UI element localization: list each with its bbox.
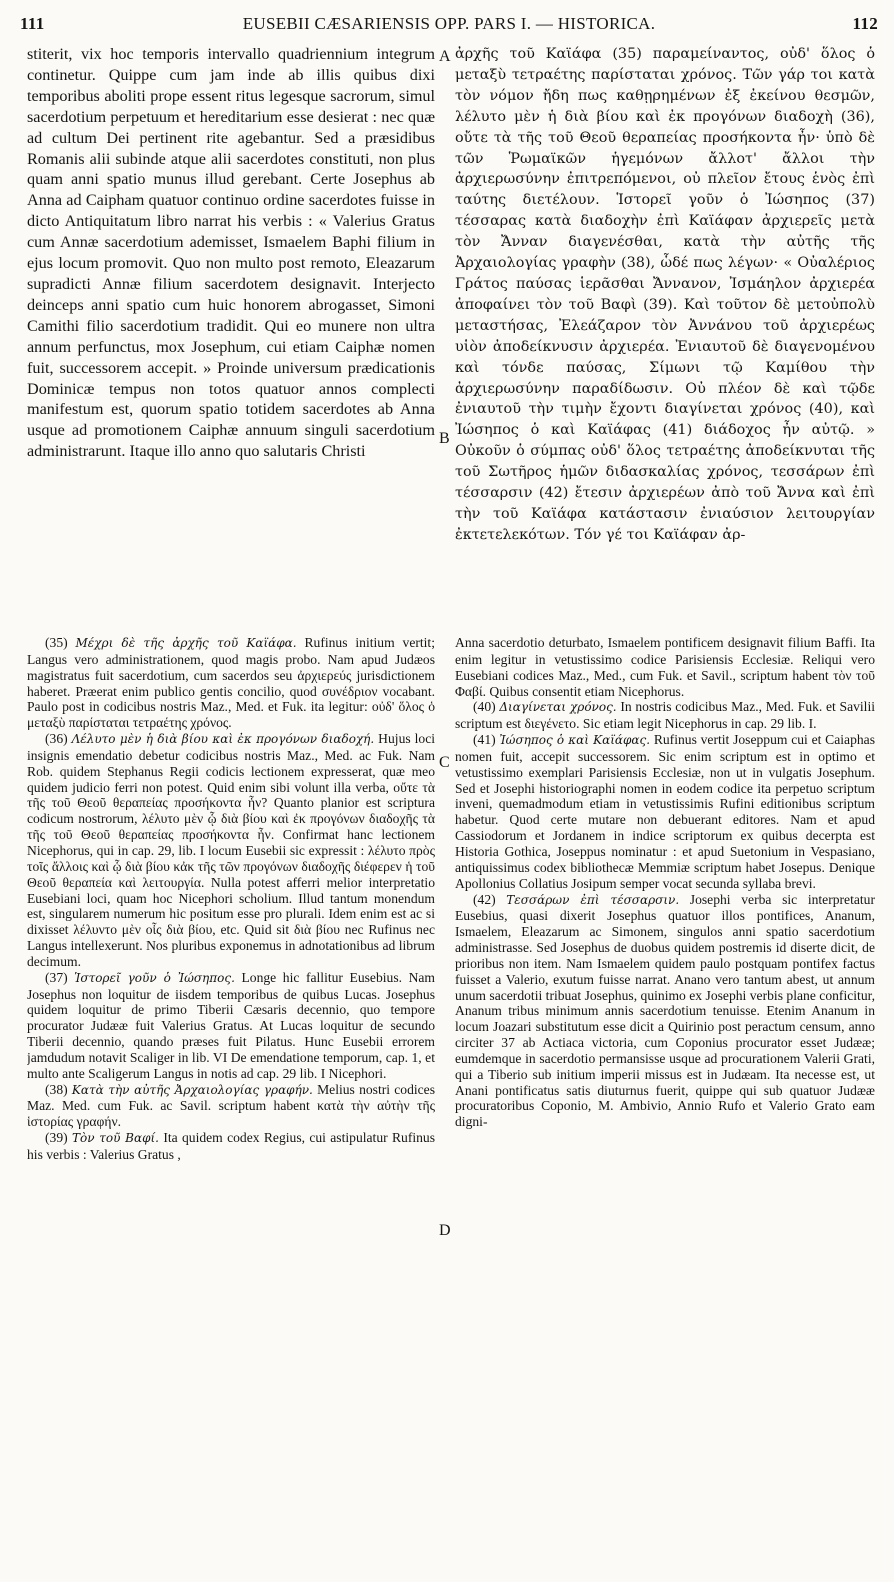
note-number: (35) [45,635,76,650]
note-37 [27,970,435,1082]
greek-main-text: ἀρχῆς τοῦ Καϊάφα (35) παραμείναντος, οὐδ' ὅλος ὁ μεταξὺ τετραέτης παρίσταται χρόνος. Τῶν γάρ τοι κατὰ τὸν νόμον ἤδη πως καθῃρημένων ἐξ ἐκείνου θεσμῶν, λέλυτο μὲν ἡ διὰ βίου καὶ ἐκ προγόνων διαδοχὴ (36), οὔτε τὰ τῆς τοῦ Θεοῦ θεραπείας προσήκοντα ἦν· ὑπὸ δὲ τῶν Ῥωμαϊκῶν ἡγεμόνων ἄλλοτ' ἄλλοι τὴν ἀρχιερωσύνην ἐπιτρεπόμενοι, οὐ πλεῖον ἔτους ἑνὸς ἐπὶ ταύτης διετέλουν. Ἱστορεῖ γοῦν ὁ Ἰώσηπος (37) τέσσαρας κατὰ διαδοχὴν ἐπὶ Καϊάφαν ἀρχιερεῖς μετὰ τὸν Ἄνναν διαγενέσθαι, κατὰ τὴν αὐτῆς τῆς Ἀρχαιολογίας γραφὴν (38), ὧδέ πως λέγων· « Οὐαλέριος Γράτος παύσας ἱερᾶσθαι Ἄννανον, Ἰσμάηλον ἀρχιερέα ἀποφαίνει τὸν τοῦ Βαφὶ (39). Καὶ τοῦτον δὲ μετοὐπολὺ μεταστήσας, Ἐλεάζαρον τὸν Ἀννάνου τοῦ ἀρχιερέως υἱὸν ἀποδείκνυσιν ἀρχιερέα. Ἐνιαυτοῦ δὲ διαγενομένου καὶ τόνδε παύσας, Σίμωνι τῷ Καμίθου τὴν ἀρχιερωσύνην παραδίδωσιν. Οὐ πλέον δὲ καὶ τῷδε ἐνιαυτοῦ τὴν τιμὴν ἔχοντι διαγίνεται χρόνος (40), καὶ Ἰώσηπος ὁ καὶ Καϊάφας (41) διάδοχος ἦν αὐτῷ. » Οὐκοῦν ὁ σύμπας οὐδ' ὅλος τετραέτης ἀποδείκνυται τῆς τοῦ Σωτῆρος ἡμῶν διδασκαλίας χρόνος, τεσσάρων ἐπὶ τέσσαρσιν (42) ἔτεσιν ἀρχιερέων ἀπὸ τοῦ Ἄννα καὶ ἐπὶ τὴν τοῦ Καϊάφα κατάστασιν ἐνιαύσιον λειτουργίαν ἐκτετελεκότων. Τόν γέ τοι Καϊάφαν ἀρ- [455,46,875,543]
note-body: Melius nostri codices Maz. Med. cum Fuk. ac Savil. scriptum habent κατὰ τὴν αὐτὴν τῆς ἱστορίας γραφήν. [27,1081,435,1130]
note-number: (42) [473,891,507,907]
note-number: (37) [45,969,75,985]
notes-column-right [455,635,875,1535]
note-body: Hujus loci insignis emendatio debetur codicibus nostris Maz., Med. ac Fuk. Nam Rob. quidem Stephanus Regii codicis lectionem expresserat, quæ meo quidem judicio ferri non potest. Quid enim sibi volunt illa verba, οὔτε τὰ τῆς τοῦ Θεοῦ θεραπείας προσήκοντα ἦν? Quanto planior est scriptura codicum nostrorum, λέλυτο μὲν ᾧ διὰ βίου καὶ ἐκ προγόνων διαδοχῆς τὰ τῆς τοῦ Θεοῦ θεραπείας προσήκοντα ἦν. Confirmat hanc lectionem Nicephorus, qui in cap. 29, lib. I locum Eusebii sic expressit : λέλυτο πρὸς τοῖς ἄλλοις καὶ ᾧ διὰ βίου κἀκ τῆς τῶν προγόνων διαδοχῆς διέφερεν ἡ τοῦ Θεοῦ θεραπεία καὶ λειτουργία. Nulla potest afferri melior interpretatio Eusebiani loci, quam hoc Nicephori scholium. Illud tantum monendum est, singularem numerum hic positum esse pro plurali. Idem enim est ac si dixisset λέλυντο μὲν οἷς διὰ βίου, etc. Quid sit διὰ βίου nec Rufinus nec Langus intellexerunt. Nos pluribus exponemus in adnotationibus ad librum decimum. [27,731,435,969]
note-lemma: Ἰώσηπος ὁ καὶ Καϊάφας. [499,733,651,748]
latin-main-text: stiterit, vix hoc temporis intervallo quadriennium integrum continetur. Quippe cum jam inde ab illis quibus dixi temporibus aboliti prope essent ritus legesque sacrorum, simul sacerdotium perpetuum et hereditarium esse desierat : nec quæ ad cultum Dei pertinent rite agebantur. Sed a præsidibus Romanis alii subinde atque alii sacerdotes constituti, non plus quam anni spatio munus illud gerebant. Certe Josephus ab Anna ad Caipham quatuor continuo ordine sacerdotes fuisse in dicto Antiquitatum libro narrat his verbis : « Valerius Gratus cum Annæ sacerdotium ademisset, Ismaelem Baphi filium in ejus locum promovit. Quo non multo post remoto, Eleazarum supradicti Annæ filium sacerdotem designavit. Interjecto deinceps anni spatio cum huic honorem abrogasset, Simoni Camithi filio sacerdotium tradidit. Qui eo munere non ultra annum perfunctus, mox Josephum, cui etiam Caiphæ nomen fuit, successorem accepit. » Proinde universum prædicationis Dominicæ tempus non totos quatuor annos complecti manifestum est, quorum spatio totidem sacerdotes ab Anna usque ad promotionem Caiphæ annuum singuli sacerdotium administrarunt. Itaque illo anno quo salutaris Christi [27,45,435,461]
latin-main-column [27,44,435,622]
note-body: Ita quidem codex Regius, cui astipulatur Rufinus his verbis : Valerius Gratus , [27,1130,435,1162]
note-lemma: Λέλυτο μὲν ἡ διὰ βίου καὶ ἐκ προγόνων διαδοχή. [71,732,375,747]
note-number: (38) [45,1081,72,1097]
section-marker-c: C [439,754,450,771]
page-number-right: 112 [852,14,878,33]
page-number-left: 111 [20,14,45,33]
note-lemma: Ἱστορεῖ γοῦν ὁ Ἰώσηπος. [74,970,235,985]
note-35 [27,635,435,731]
note-39 [27,1130,435,1163]
section-marker-d: D [439,1222,451,1239]
note-body: Longe hic fallitur Eusebius. Nam Josephus non loquitur de iisdem temporibus de quibus Lucas. Josephus quidem loquitur de primo Tiberii Cæsaris decennio, quo tempore procurator Judææ fuit Valerius Gratus. At Lucas loquitur de secundo Tiberii decennio, quando præses fuit Pilatus. Hunc Eusebii errorem jamdudum notavit Scaliger in lib. VI De emendatione temporum, cap. 1, et multo ante Scaligerum Langus in notis ad cap. 29 lib. I Nicephori. [27,969,435,1081]
note-number: (41) [473,732,500,748]
note-lemma: Τεσσάρων ἐπὶ τέσσαρσιν. [506,892,680,907]
note-body: Rufinus initium vertit; Langus vero administrationem, quod magis probo. Nam apud Judæos magistratus fuit sacerdotium, cum sacerdos seu ἀρχιερεύς jurisdictionem haberet. Præerat enim publico gentis concilio, quod συνέδριον vocabant. Paulo post in codicibus nostris Maz., Med. et Fuk. ita legitur: οὐδ' ὅλος ὁ μεταξὺ παρίσταται τετραέτης χρόνος. [27,635,435,731]
note-40 [455,699,875,732]
note-38 [27,1082,435,1131]
greek-main-column [455,44,875,622]
running-title: EUSEBII CÆSARIENSIS OPP. PARS I. — HISTORICA. [242,14,656,33]
note-number: (36) [45,731,72,747]
note-lemma: Κατὰ τὴν αὐτῆς Ἀρχαιολογίας γραφήν. [71,1082,313,1097]
note-body: In nostris codicibus Maz., Med. Fuk. et Savilii scriptum est διεγένετο. Sic etiam legit Nicephorus in cap. 29 lib. I. [455,699,875,732]
note-36 [27,731,435,970]
notes-column-left [27,635,435,1540]
note-body: Josephi verba sic interpretatur Eusebius, quasi dixerit Josephus quatuor illos pontifices, Ananum, Ismaelem, Eleazarum ac Simonem, singulos anni spatio sacerdotium administrasse. Sed Josephus de duobus quidem postremis id diserte dicit, de prioribus non item. Nam Ismaelem quidem paulo postquam pontifex factus fuisset a Valerio, exutum fuisse narrat. Anano vero tantum abest, ut annum unum sacerdotii tribuat Josephus, quinimo ex Josephi verbis plane conficitur, Ananum tribus minimum annis sacerdotium tenuisse. Etenim Ananum in locum Joazari substitutum esse dicit a Quirinio post peractum censum, anno circiter 37 ab Actiaca victoria, cum Coponius procurator esset Judææ; eumdemque in sacerdotio permansisse usque ad procurationem Valerii Grati, qui a Tiberio sub initium imperii missus est in Judæam. Ita necesse est, ut Anani pontificatus satis diuturnus fuerit, quippe qui sub quatuor Judææ procuratoribus Coponio, M. Ambivio, Annio Rufo et Valerio Grato eam digni- [455,891,875,1130]
note-41 [455,732,875,891]
note-lemma: Μέχρι δὲ τῆς ἀρχῆς τοῦ Καϊάφα. [75,636,297,650]
note-number: (39) [45,1130,72,1146]
note-number: (40) [473,699,500,715]
section-marker-a: A [439,48,451,65]
note-lemma: Τὸν τοῦ Βαφί. [71,1131,159,1146]
note-body: Rufinus vertit Joseppum cui et Caiaphas nomen fuit, accepit successorem. Sic enim scriptum est in optimo et vetustissimo exemplari Parisiensis Ecclesiæ, non ut in vulgatis Josephum. Sed et Josephi historiographi nomen in eodem codice ita perpetuo scriptum inveni, quemadmodum etiam in vetustissimis Rufini editionibus scriptum habetur. Quod certe mutare non debuerant editores. Nam et apud Cassiodorum et Jordanem in indice scriptorum ex quibus decerpta est Historia Gothica, Joseppus nominatur : et apud Suetonium in Vespasiano, antiquissimus codex bibliothecæ Memmiæ scriptum habet Josepus. Denique Apollonius Collatius Josipum semper vocat secunda syllaba brevi. [455,732,875,891]
note-39-continued [455,635,875,699]
note-42 [455,892,875,1131]
note-body: Anna sacerdotio deturbato, Ismaelem pontificem designavit filium Baffi. Ita enim legitur in vetustissimo codice Parisiensis Ecclesiæ. Reliqui vero Eusebiani codices Maz., Med., cum Fuk. et Savil., scriptum habent τὸν τοῦ Φαβί. Quibus consentit etiam Nicephorus. [455,635,875,699]
note-lemma: Διαγίνεται χρόνος. [499,700,617,715]
section-marker-b: B [439,430,450,447]
running-header [20,14,878,38]
